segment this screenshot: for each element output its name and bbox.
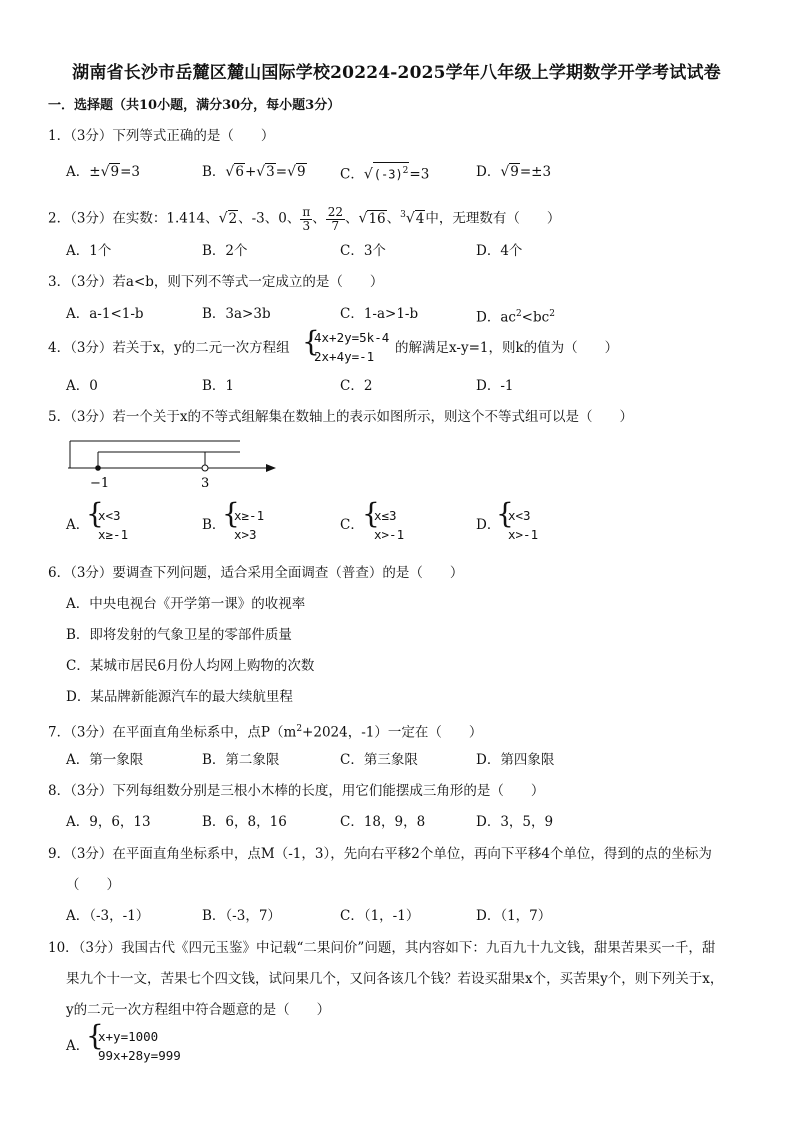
- q3-option-d: D．$ac^2<bc^2$: [476, 309, 555, 326]
- q4-option-b: B．1: [202, 378, 235, 394]
- q1-option-b: B．√6+√3=√9: [202, 164, 306, 180]
- q9-paren: （ ）: [66, 877, 120, 893]
- q5-option-a: x<3 x≥-1: [98, 508, 129, 542]
- q9-option-d: D．（1，7）: [476, 908, 552, 924]
- number-line-figure: [60, 436, 290, 492]
- q4-option-c: C．2: [340, 378, 373, 394]
- q6-option-b: B．即将发射的气象卫星的零部件质量: [66, 627, 292, 643]
- q1-option-d: D．√9=±3: [476, 164, 552, 180]
- q7-option-c: C．第三象限: [340, 752, 418, 768]
- q2-stem: 2．（3分）在实数：1.414、√2、-3、0、 $\frac{\pi}{3}$ 、 $\frac{22}{7}$ 、√16、$^3$√4中，无理数有（ ）: [48, 204, 561, 233]
- q6-option-a: A．中央电视台《开学第一课》的收视率: [66, 596, 306, 612]
- q5-option-c-label: C．: [340, 517, 364, 533]
- q3-option-c: C．1-a>1-b: [340, 306, 419, 322]
- q4-stem-post: 的解满足x-y=1，则k的值为（ ）: [395, 340, 619, 356]
- q9-option-a: A．（-3，-1）: [66, 908, 150, 924]
- q4-option-d: D．-1: [476, 378, 514, 394]
- q6-stem: 6．（3分）要调查下列问题，适合采用全面调查（普查）的是（ ）: [48, 565, 464, 581]
- q10-option-a-label: A．: [66, 1038, 90, 1054]
- q4-eq1: 4x+2y=5k-4: [314, 330, 390, 345]
- q8-option-a: A．9，6，13: [66, 814, 151, 830]
- q4-brace: {: [302, 325, 320, 358]
- axis-arrow-icon: [266, 464, 276, 472]
- q6-option-d: D．某品牌新能源汽车的最大续航里程: [66, 689, 293, 705]
- q5-option-d: x<3 x>-1: [508, 508, 539, 542]
- q5-d-brace: {: [496, 497, 514, 530]
- q3-option-a: A．a-1<1-b: [66, 306, 144, 322]
- q9-stem: 9．（3分）在平面直角坐标系中，点M（-1，3），先向右平移2个单位，再向下平移4个单位，得到的点的坐标为: [48, 846, 712, 862]
- q9-option-b: B．（-3，7）: [202, 908, 281, 924]
- q7-option-d: D．第四象限: [476, 752, 555, 768]
- q5-option-b: x≥-1 x>3: [234, 508, 265, 542]
- q10-option-a: x+y=1000 99x+28y=999: [98, 1029, 181, 1063]
- q3-option-b: B．3a>3b: [202, 306, 271, 322]
- q8-option-d: D．3，5，9: [476, 814, 554, 830]
- q4-option-a: A．0: [66, 378, 98, 394]
- q10-line2: 果九个十一文，苦果七个四文钱，试问果几个，又问各该几个钱？若设买甜果x个，买苦果y个，则下列关于x，: [66, 971, 724, 987]
- open-point-3: [202, 465, 208, 471]
- q9-option-c: C．（1，-1）: [340, 908, 420, 924]
- section-heading: 一．选择题（共10小题，满分30分，每小题3分）: [48, 98, 341, 113]
- q2-option-b: B．2个: [202, 243, 248, 259]
- q5-stem: 5．（3分）若一个关于x的不等式组解集在数轴上的表示如图所示，则这个不等式组可以是（ ）: [48, 409, 634, 425]
- q5-option-b-label: B．: [202, 517, 226, 533]
- q7-option-a: A．第一象限: [66, 752, 144, 768]
- q4-stem-pre: 4．（3分）若关于x，y的二元一次方程组: [48, 340, 290, 356]
- q5-b-brace: {: [222, 497, 240, 530]
- q5-a-brace: {: [86, 497, 104, 530]
- q10-line1: 10．（3分）我国古代《四元玉鉴》中记载“二果问价”问题，其内容如下：九百九十九文钱，甜果苦果买一千，甜: [48, 940, 716, 956]
- q8-option-c: C．18，9，8: [340, 814, 426, 830]
- q3-stem: 3．（3分）若a<b，则下列不等式一定成立的是（ ）: [48, 274, 384, 290]
- q7-stem: 7．（3分）在平面直角坐标系中，点$P(m^2+2024$，-1）一定在（ ）: [48, 724, 483, 741]
- q6-option-c: C．某城市居民6月份人均网上购物的次数: [66, 658, 315, 674]
- tick-label-minus1: −1: [90, 476, 110, 491]
- q2-option-d: D．4个: [476, 243, 523, 259]
- q5-option-d-label: D．: [476, 517, 501, 533]
- q2-option-a: A．1个: [66, 243, 112, 259]
- q10-line3: y的二元一次方程组中符合题意的是（ ）: [66, 1002, 331, 1018]
- page-title: 湖南省长沙市岳麓区麓山国际学校20224-2025学年八年级上学期数学开学考试试卷: [72, 63, 721, 83]
- q7-option-b: B．第二象限: [202, 752, 280, 768]
- q8-option-b: B．6，8，16: [202, 814, 287, 830]
- q4-eq2: 2x+4y=-1: [314, 349, 375, 364]
- q1-stem: 1．（3分）下列等式正确的是（ ）: [48, 128, 275, 144]
- q10-a-brace: {: [86, 1019, 104, 1052]
- q5-option-c: x≤3 x>-1: [374, 508, 405, 542]
- q2-option-c: C．3个: [340, 243, 386, 259]
- solid-point-minus1: [95, 465, 101, 471]
- q4-system: [314, 328, 389, 366]
- q5-c-brace: {: [362, 497, 380, 530]
- q1-option-c: C．$√(-3)^2=3$: [340, 162, 429, 185]
- q8-stem: 8．（3分）下列每组数分别是三根小木棒的长度，用它们能摆成三角形的是（ ）: [48, 783, 545, 799]
- tick-label-3: 3: [201, 476, 210, 491]
- q1-option-a: A．±√9=3: [66, 164, 140, 180]
- q5-option-a-label: A．: [66, 517, 90, 533]
